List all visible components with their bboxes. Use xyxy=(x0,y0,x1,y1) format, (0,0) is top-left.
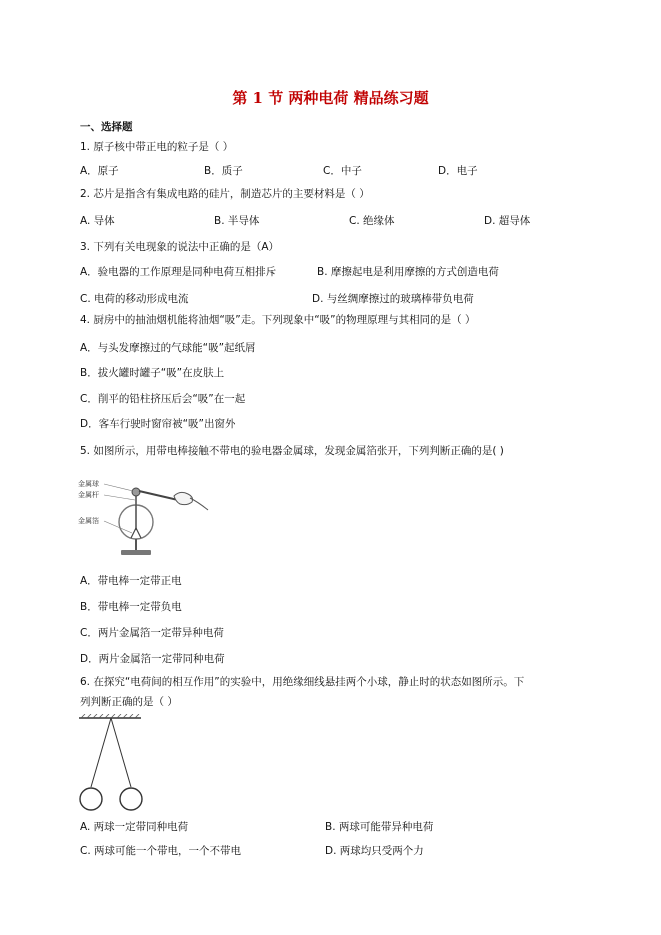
question-2-stem: 2. 芯片是指含有集成电路的硅片，制造芯片的主要材料是（ ） xyxy=(80,188,370,200)
question-6-option-c: C. 两球可能一个带电，一个不带电 xyxy=(80,845,242,857)
page-title: 第 1 节 两种电荷 精品练习题 xyxy=(232,89,429,107)
label-metal-foil: 金属箔 xyxy=(78,517,99,525)
question-2-option-a: A. 导体 xyxy=(80,215,115,227)
question-1-option-a: A．原子 xyxy=(80,165,119,177)
hand-icon xyxy=(174,492,193,504)
label-metal-rod: 金属杆 xyxy=(78,491,99,499)
question-5-option-d: D．两片金属箔一定带同种电荷 xyxy=(80,653,225,665)
electroscope-figure xyxy=(78,470,213,562)
question-6-option-b: B. 两球可能带异种电荷 xyxy=(325,821,434,833)
question-1-stem: 1. 原子核中带正电的粒子是（ ） xyxy=(80,141,234,153)
question-2-option-c: C. 绝缘体 xyxy=(349,215,395,227)
label-line-ball xyxy=(104,484,133,491)
hanging-balls-figure xyxy=(77,714,145,814)
question-3-stem: 3. 下列有关电现象的说法中正确的是（A） xyxy=(80,241,280,253)
question-4-option-c: C．削平的铅柱挤压后会“吸”在一起 xyxy=(80,393,246,405)
label-line-foil xyxy=(104,521,132,533)
question-4-option-a: A．与头发摩擦过的气球能“吸”起纸屑 xyxy=(80,342,256,354)
thread-right xyxy=(111,718,131,787)
question-6-stem-line-1: 6. 在探究“电荷间的相互作用”的实验中，用绝缘细线悬挂两个小球，静止时的状态如图所示。下 xyxy=(80,676,525,688)
question-3-option-d: D. 与丝绸摩擦过的玻璃棒带负电荷 xyxy=(312,293,474,305)
metal-ball xyxy=(132,488,140,496)
question-5-option-b: B．带电棒一定带负电 xyxy=(80,601,182,613)
question-2-option-d: D. 超导体 xyxy=(484,215,531,227)
metal-foil-right xyxy=(136,528,141,538)
thread-left xyxy=(91,718,111,787)
question-3-option-c: C. 电荷的移动形成电流 xyxy=(80,293,189,305)
label-line-rod xyxy=(104,495,135,500)
question-1-option-b: B．质子 xyxy=(204,165,243,177)
question-6-option-a: A. 两球一定带同种电荷 xyxy=(80,821,189,833)
charged-rod xyxy=(139,491,178,500)
question-5-stem: 5. 如图所示，用带电棒接触不带电的验电器金属球，发现金属箔张开，下列判断正确的是( ) xyxy=(80,445,504,457)
question-1-option-d: D．电子 xyxy=(438,165,478,177)
question-2-option-b: B. 半导体 xyxy=(214,215,260,227)
electroscope-base xyxy=(121,550,151,555)
section-heading: 一、选择题 xyxy=(80,121,133,133)
question-4-option-b: B．拔火罐时罐子“吸”在皮肤上 xyxy=(80,367,225,379)
question-6-stem-line-2: 列判断正确的是（ ） xyxy=(80,696,178,708)
label-metal-ball: 金属球 xyxy=(78,480,99,488)
question-6-option-d: D. 两球均只受两个力 xyxy=(325,845,424,857)
question-3-option-a: A．验电器的工作原理是同种电荷互相排斥 xyxy=(80,266,277,278)
question-3-option-b: B. 摩擦起电是利用摩擦的方式创造电荷 xyxy=(317,266,499,278)
question-4-stem: 4. 厨房中的抽油烟机能将油烟“吸”走。下列现象中“吸”的物理原理与其相同的是（ ） xyxy=(80,314,476,326)
question-5-option-c: C．两片金属箔一定带异种电荷 xyxy=(80,627,224,639)
ball-left xyxy=(80,788,102,810)
question-1-option-c: C．中子 xyxy=(323,165,362,177)
question-5-option-a: A．带电棒一定带正电 xyxy=(80,575,182,587)
ball-right xyxy=(120,788,142,810)
question-4-option-d: D．客车行驶时窗帘被“吸”出窗外 xyxy=(80,418,236,430)
arm-line xyxy=(190,498,208,510)
